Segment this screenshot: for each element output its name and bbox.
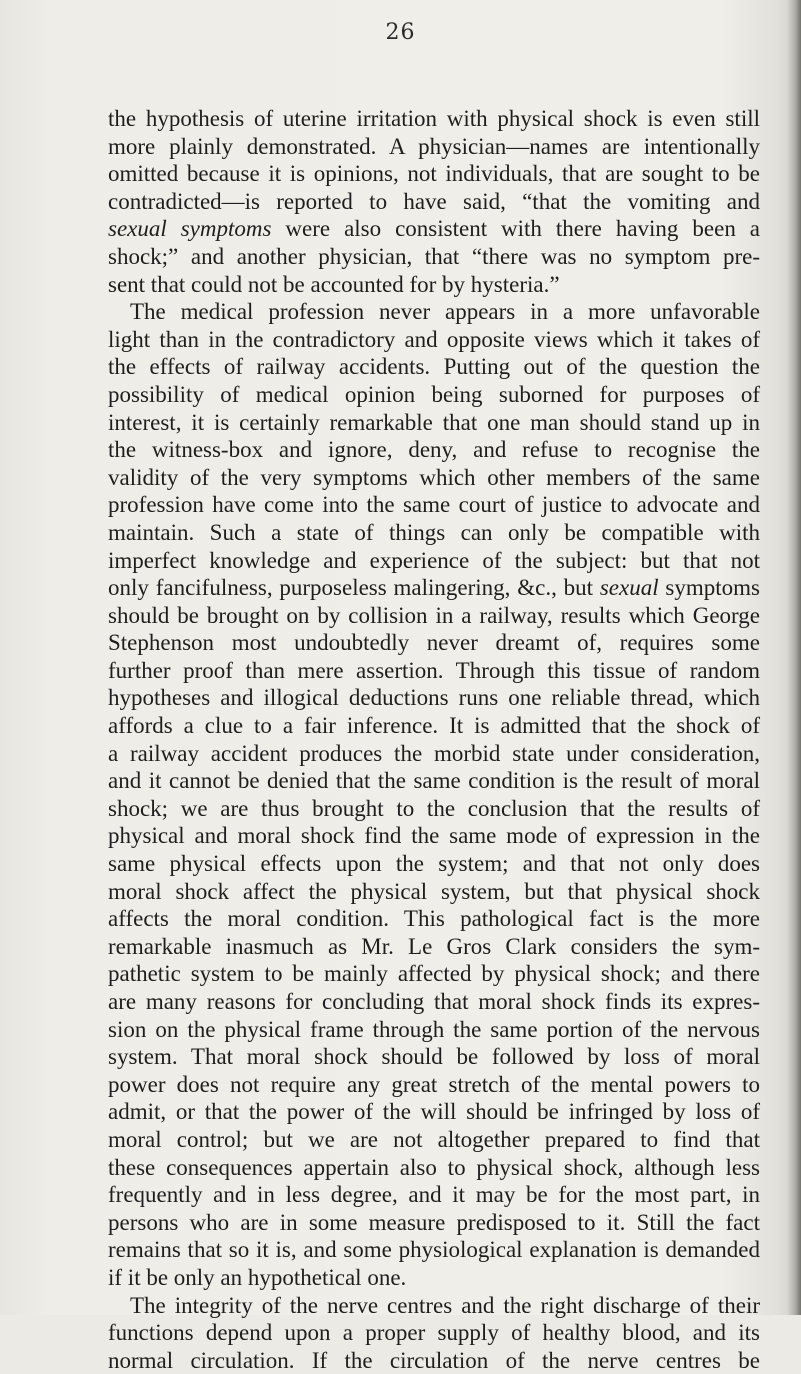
text-line: [108, 767, 760, 795]
text-run: omitted because it is opinions, not individuals, that are sought to be: [108, 161, 760, 187]
page-number: 26: [385, 20, 416, 45]
text-run: sion on the physical frame through the same portion of the nervous: [108, 1016, 760, 1042]
text-run: profession have come into the same court of justice to advocate and: [108, 492, 760, 518]
text-run: sent that could not be accounted for by hysteria.”: [108, 271, 560, 297]
text-run: affords a clue to a fair inference. It is admitted that the shock of: [108, 713, 760, 739]
text-run: physical and moral shock find the same mode of expression in the: [108, 823, 760, 849]
text-run: a railway accident produces the morbid state under consideration,: [108, 740, 760, 766]
text-run: symptoms: [658, 575, 760, 601]
text-line: [108, 353, 760, 381]
text-line: [108, 933, 760, 961]
text-line: [108, 409, 760, 437]
text-run: further proof than mere assertion. Through this tissue of random: [108, 657, 760, 683]
text-line: [108, 1264, 760, 1292]
text-run: are many reasons for concluding that moral shock finds its expres-: [108, 989, 760, 1014]
text-line: [108, 1236, 760, 1264]
text-line: [108, 160, 760, 188]
text-run: validity of the very symptoms which other members of the same: [108, 464, 760, 490]
text-line: [108, 684, 760, 712]
text-line: [108, 298, 760, 326]
text-run: imperfect knowledge and experience of the subject: but that not: [108, 547, 760, 573]
text-run: pathetic system to be mainly affected by physical shock; and there: [108, 961, 760, 987]
text-run: contradicted—is reported to have said, “that the vomiting and: [108, 188, 760, 214]
text-line: [108, 629, 760, 657]
text-run: and it cannot be denied that the same condition is the result of moral: [108, 768, 760, 794]
text-line: [108, 850, 760, 878]
text-line: [108, 381, 760, 409]
text-run: persons who are in some measure predisposed to it. Still the fact: [108, 1209, 760, 1235]
text-run: only fancifulness, purposeless malingering, &c., but: [108, 575, 600, 601]
text-run: system. That moral shock should be followed by loss of moral: [108, 1044, 760, 1070]
text-line: [108, 740, 760, 768]
text-run: The integrity of the nerve centres and the right discharge of their: [130, 1292, 760, 1318]
italic-text-run: sexual: [599, 575, 659, 601]
text-run: these consequences appertain also to physical shock, although less: [108, 1154, 760, 1180]
text-line: [108, 878, 760, 906]
text-line: [108, 133, 760, 161]
text-line: [108, 1043, 760, 1071]
text-line: [108, 1154, 760, 1182]
text-run: normal circulation. If the circulation of the nerve centres be: [108, 1347, 760, 1373]
text-run: the effects of railway accidents. Putting out of the question the: [108, 354, 760, 380]
text-run: The medical profession never appears in a more unfavorable: [130, 299, 760, 325]
text-run: power does not require any great stretch of the mental powers to: [108, 1071, 760, 1097]
text-run: were also consistent with there having been a: [271, 216, 760, 242]
text-line: [108, 574, 760, 602]
text-line: [108, 1319, 760, 1347]
body-text: [108, 105, 760, 1374]
text-run: should be brought on by collision in a railway, results which George: [108, 602, 760, 628]
text-line: [108, 1016, 760, 1044]
text-line: [108, 1181, 760, 1209]
text-line: [108, 960, 760, 988]
text-run: moral shock affect the physical system, but that physical shock: [108, 878, 760, 904]
italic-text-run: sexual symptoms: [108, 216, 272, 242]
text-run: maintain. Such a state of things can only be compatible with: [108, 519, 760, 545]
text-line: [108, 519, 760, 547]
text-run: interest, it is certainly remarkable that one man should stand up in: [108, 409, 760, 435]
text-run: moral control; but we are not altogether prepared to find that: [108, 1126, 760, 1152]
text-line: [108, 1347, 760, 1374]
text-line: [108, 1126, 760, 1154]
text-run: shock;” and another physician, that “there was no symptom pre-: [108, 243, 760, 269]
text-run: possibility of medical opinion being suborned for purposes of: [108, 381, 760, 407]
text-run: the witness-box and ignore, deny, and refuse to recognise the: [108, 437, 760, 463]
text-line: [108, 271, 760, 299]
text-line: [108, 1209, 760, 1237]
text-line: [108, 988, 760, 1016]
text-line: [108, 105, 760, 133]
text-run: functions depend upon a proper supply of healthy blood, and its: [108, 1320, 760, 1346]
text-line: [108, 243, 760, 271]
text-line: [108, 712, 760, 740]
text-line: [108, 215, 760, 243]
text-line: [108, 464, 760, 492]
text-line: [108, 602, 760, 630]
text-line: [108, 657, 760, 685]
text-run: remarkable inasmuch as Mr. Le Gros Clark considers the sym-: [108, 933, 760, 959]
text-line: [108, 1098, 760, 1126]
text-line: [108, 795, 760, 823]
text-run: affects the moral condition. This pathological fact is the more: [108, 906, 760, 932]
text-line: [108, 1071, 760, 1099]
text-run: shock; we are thus brought to the conclusion that the results of: [108, 795, 760, 821]
text-run: the hypothesis of uterine irritation with physical shock is even still: [108, 106, 760, 131]
text-line: [108, 188, 760, 216]
text-line: [108, 547, 760, 575]
text-line: [108, 436, 760, 464]
text-run: light than in the contradictory and opposite views which it takes of: [108, 326, 760, 352]
text-run: remains that so it is, and some physiological explanation is demanded: [108, 1237, 760, 1263]
text-line: [108, 905, 760, 933]
text-run: if it be only an hypothetical one.: [108, 1264, 407, 1290]
text-run: Stephenson most undoubtedly never dreamt of, requires some: [108, 630, 760, 656]
text-run: admit, or that the power of the will should be infringed by loss of: [108, 1099, 760, 1125]
page-edge-shadow: [787, 0, 801, 1315]
text-run: same physical effects upon the system; and that not only does: [108, 851, 760, 877]
text-run: frequently and in less degree, and it may be for the most part, in: [108, 1182, 760, 1208]
text-line: [108, 822, 760, 850]
text-run: more plainly demonstrated. A physician—names are intentionally: [108, 133, 760, 159]
text-line: [108, 491, 760, 519]
text-line: [108, 326, 760, 354]
text-run: hypotheses and illogical deductions runs one reliable thread, which: [108, 685, 760, 711]
